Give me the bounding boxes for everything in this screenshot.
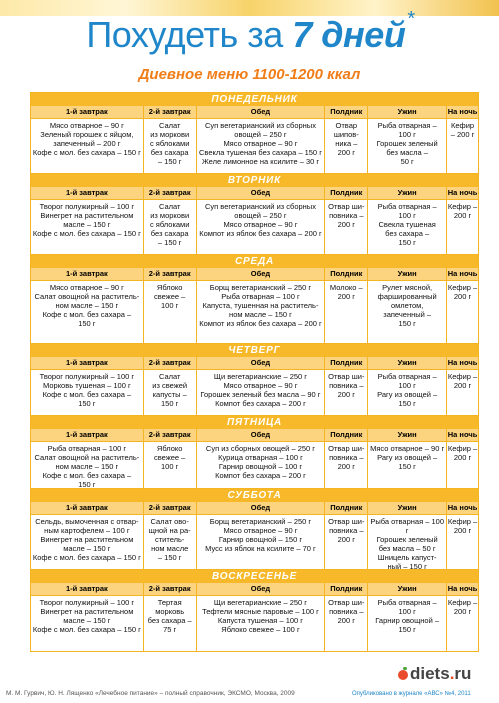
meal-line: 150 г xyxy=(398,399,416,408)
meal-line: без сахара – xyxy=(147,616,192,625)
meal-line: из моркови xyxy=(150,130,190,139)
header-cell-breakfast2: 2-й завтрак xyxy=(144,429,196,441)
meal-line: ном масле – 150 г xyxy=(229,310,292,319)
meal-line: Кефир – xyxy=(447,598,478,607)
meal-line: Горошек зеленый xyxy=(376,139,438,148)
day-name: ВТОРНИК xyxy=(31,174,478,187)
header-cell-breakfast2: 2-й завтрак xyxy=(144,268,196,280)
meal-line: 100 г xyxy=(398,211,416,220)
meal-line: повника – xyxy=(329,381,364,390)
header-row xyxy=(31,187,478,200)
header-cell-dinner: Ужин xyxy=(368,268,446,280)
day-section xyxy=(31,93,478,174)
meal-line: запеченный – xyxy=(383,310,432,319)
header-cell-lunch: Обед xyxy=(197,502,325,514)
meal-line: Винегрет на растительном xyxy=(40,607,134,616)
header-cell-dinner: Ужин xyxy=(368,429,446,441)
day-section xyxy=(31,255,478,344)
meal-line: с яблоками xyxy=(149,220,190,229)
meal-line: – 150 г xyxy=(157,157,182,166)
meal-line: повника – xyxy=(329,526,364,535)
header-cell-night: На ночь xyxy=(447,503,478,512)
meal-line: без сахара xyxy=(150,229,189,238)
meal-row xyxy=(31,281,478,344)
day-name: ВОСКРЕСЕНЬЕ xyxy=(31,570,478,583)
meal-line: Молоко – xyxy=(329,283,363,292)
meal-cell-breakfast2 xyxy=(144,200,196,254)
header-cell-snack: Полдник xyxy=(325,502,367,514)
meal-row xyxy=(31,442,478,489)
meal-line: Мясо отварное – 90 г xyxy=(49,283,124,292)
meal-line: без масла – xyxy=(386,148,428,157)
header-cell-breakfast1: 1-й завтрак xyxy=(31,268,143,280)
logo-text: diets xyxy=(410,664,450,683)
meal-cell-dinner xyxy=(368,515,446,569)
meal-line: без масла – 50 г xyxy=(378,544,436,553)
meal-line: Тефтели мясные паровые – 100 г xyxy=(202,607,319,616)
meal-line: 200 г xyxy=(337,535,355,544)
day-name: ЧЕТВЕРГ xyxy=(31,344,478,357)
meal-line: Мясо отварное – 90 г xyxy=(223,381,298,390)
header-cell-dinner: Ужин xyxy=(368,106,446,118)
header-cell-lunch: Обед xyxy=(197,357,325,369)
meal-line: Яблоко свежее – 100 г xyxy=(221,625,300,634)
meal-line: 200 г xyxy=(453,381,472,390)
meal-line: Рыба отварная – 100 г xyxy=(370,517,444,535)
meal-line: 150 г xyxy=(78,319,96,328)
meal-line: повника – xyxy=(329,607,364,616)
meal-line: Морковь тушеная – 100 г xyxy=(43,381,131,390)
page-subtitle: Диевное меню 1100-1200 ккал xyxy=(138,66,361,83)
meal-row xyxy=(31,596,478,652)
meal-line: 100 г xyxy=(161,301,179,310)
meal-row xyxy=(31,515,478,570)
header-cell-dinner: Ужин xyxy=(368,502,446,514)
meal-line: 200 г xyxy=(453,453,472,462)
header-cell-breakfast2: 2-й завтрак xyxy=(144,357,196,369)
meal-line: Компот без сахара – 200 г xyxy=(215,471,306,480)
meal-line: Кофе с мол. без сахара – 150 г xyxy=(32,229,141,238)
meal-line: 200 г xyxy=(453,526,472,535)
meal-line: 150 г xyxy=(398,625,416,634)
meal-line: 150 г xyxy=(78,399,96,408)
meal-line: Мясо отварное – 90 г xyxy=(223,220,298,229)
meal-line: Горошек зеленый xyxy=(376,535,438,544)
header-row xyxy=(31,357,478,370)
meal-line: 100 г xyxy=(398,381,416,390)
meal-line: Сельдь, вымоченная с отвар- xyxy=(35,517,139,526)
meal-cell-night xyxy=(447,200,478,254)
meal-cell-breakfast2 xyxy=(144,515,196,569)
header-cell-breakfast2: 2-й завтрак xyxy=(144,583,196,595)
meal-line: 200 г xyxy=(337,462,355,471)
meal-line: 200 г xyxy=(337,220,355,229)
meal-line: ном масле – 150 г xyxy=(55,462,119,471)
meal-line: Рыба отварная – xyxy=(377,202,437,211)
header-cell-lunch: Обед xyxy=(197,583,325,595)
meal-line: Винегрет на растительном xyxy=(40,211,134,220)
meal-cell-night xyxy=(447,370,478,415)
header-cell-lunch: Обед xyxy=(197,268,325,280)
meal-line: 150 г xyxy=(78,480,96,488)
header-cell-snack: Полдник xyxy=(325,429,367,441)
meal-line: фаршированный xyxy=(377,292,437,301)
meal-cell-snack xyxy=(325,596,367,651)
meal-line: Отвар ши- xyxy=(328,444,365,453)
header-cell-night: На ночь xyxy=(447,107,478,116)
meal-line: масле – 150 г xyxy=(63,616,111,625)
meal-line: омлетом, xyxy=(390,301,424,310)
meal-line: Кофе с мол. без сахара – 150 г xyxy=(32,625,141,634)
meal-line: без сахара xyxy=(150,148,189,157)
meal-cell-snack xyxy=(325,442,367,488)
meal-line: Рыба отварная – 100 г xyxy=(47,444,127,453)
meal-line: Кефир – xyxy=(447,202,478,211)
meal-line: Салат xyxy=(158,202,181,211)
meal-row xyxy=(31,119,478,174)
meal-line: ным картофелем – 100 г xyxy=(44,526,130,535)
header-cell-night: На ночь xyxy=(447,358,478,367)
meal-line: Компот из яблок без сахара – 200 г xyxy=(199,229,322,238)
meal-line: Кефир – xyxy=(447,444,478,453)
day-section xyxy=(31,570,478,652)
meal-line: Рыба отварная – xyxy=(377,121,437,130)
meal-line: Рыба отварная – 100 г xyxy=(221,292,300,301)
meal-line: Борщ вегетарианский – 250 г xyxy=(209,517,312,526)
meal-line: Суп вегетарианский из сборных xyxy=(205,121,316,130)
meal-line: Рыба отварная – xyxy=(377,598,437,607)
meal-cell-breakfast1 xyxy=(31,442,143,488)
meal-line: Рагу из овощей – xyxy=(377,453,438,462)
header-cell-breakfast1: 1-й завтрак xyxy=(31,357,143,369)
meal-cell-snack xyxy=(325,119,367,173)
meal-line: Зеленый горошек с яйцом, xyxy=(40,130,134,139)
meal-line: Щи вегетарианские – 250 г xyxy=(213,598,308,607)
meal-cell-night xyxy=(447,442,478,488)
header-cell-breakfast2: 2-й завтрак xyxy=(144,502,196,514)
meal-line: ника – xyxy=(335,139,358,148)
title-bold: 7 дней xyxy=(292,14,406,55)
header-row xyxy=(31,583,478,596)
meal-line: Отвар xyxy=(335,121,358,130)
meal-line: щной на ра- xyxy=(148,526,191,535)
header-cell-breakfast1: 1-й завтрак xyxy=(31,187,143,199)
meal-cell-dinner xyxy=(368,596,446,651)
header-cell-breakfast1: 1-й завтрак xyxy=(31,429,143,441)
meal-line: 200 г xyxy=(337,390,355,399)
header-row xyxy=(31,268,478,281)
meal-line: масле – 150 г xyxy=(63,220,111,229)
meal-line: овощей – 250 г xyxy=(234,211,287,220)
meal-line: Кефир – xyxy=(447,517,478,526)
meal-line: Суп вегетарианский из сборных xyxy=(205,202,316,211)
meal-line: Кофе с мол. без сахара – xyxy=(42,471,132,480)
meal-line: Желе лимонное на ксилите – 30 г xyxy=(201,157,320,166)
meal-line: Капуста тушеная – 100 г xyxy=(217,616,304,625)
header-cell-breakfast1: 1-й завтрак xyxy=(31,106,143,118)
meal-cell-lunch xyxy=(197,596,325,651)
meal-line: из свежей xyxy=(152,381,188,390)
header-cell-night: На ночь xyxy=(447,188,478,197)
meal-line: Гарнир овощной – 150 г xyxy=(218,535,303,544)
meal-line: Кофе с мол. без сахара – 150 г xyxy=(32,553,141,562)
meal-line: ный – 150 г xyxy=(387,562,427,569)
header-cell-breakfast2: 2-й завтрак xyxy=(144,106,196,118)
meal-cell-lunch xyxy=(197,515,325,569)
page-title xyxy=(0,8,499,56)
meal-cell-breakfast1 xyxy=(31,515,143,569)
meal-line: Яблоко xyxy=(156,444,183,453)
meal-line: Кефир xyxy=(451,121,475,130)
meal-cell-breakfast2 xyxy=(144,442,196,488)
meal-cell-dinner xyxy=(368,442,446,488)
meal-cell-lunch xyxy=(197,442,325,488)
meal-line: Салат xyxy=(158,372,181,381)
meal-line: повника – xyxy=(329,453,364,462)
meal-line: Шницель капуст- xyxy=(377,553,437,562)
day-name: ПОНЕДЕЛЬНИК xyxy=(31,93,478,106)
meal-line: Мусс из яблок на ксилите – 70 г xyxy=(205,544,316,553)
meal-line: 200 г xyxy=(453,607,472,616)
header-cell-dinner: Ужин xyxy=(368,187,446,199)
header-cell-lunch: Обед xyxy=(197,187,325,199)
meal-line: Отвар ши- xyxy=(328,202,365,211)
meal-line: 200 г xyxy=(337,616,355,625)
meal-line: Творог полужирный – 100 г xyxy=(39,372,135,381)
meal-line: Винегрет на растительном xyxy=(40,535,134,544)
meal-line: 100 г xyxy=(398,130,416,139)
meal-line: Суп из сборных овощей – 250 г xyxy=(205,444,316,453)
meal-cell-breakfast1 xyxy=(31,370,143,415)
meal-line: 150 г xyxy=(398,319,416,328)
day-section xyxy=(31,416,478,489)
header-cell-night: На ночь xyxy=(447,430,478,439)
header-cell-dinner: Ужин xyxy=(368,583,446,595)
header-cell-night: На ночь xyxy=(447,584,478,593)
meal-line: Гарнир овощной – xyxy=(375,616,440,625)
meal-line: 150 г xyxy=(161,399,179,408)
meal-line: ном масле – 150 г xyxy=(55,301,119,310)
meal-cell-night xyxy=(447,515,478,569)
meal-line: без сахара – xyxy=(385,229,430,238)
header-cell-snack: Полдник xyxy=(325,106,367,118)
meal-line: Отвар ши- xyxy=(328,598,365,607)
meal-line: шипов- xyxy=(333,130,359,139)
meal-cell-lunch xyxy=(197,119,325,173)
meal-row xyxy=(31,200,478,255)
header-cell-breakfast1: 1-й завтрак xyxy=(31,502,143,514)
meal-line: Компот без сахара – 200 г xyxy=(215,399,306,408)
meal-line: Мясо отварное – 90 г xyxy=(49,121,124,130)
meal-cell-snack xyxy=(325,200,367,254)
meal-cell-dinner xyxy=(368,370,446,415)
header-cell-snack: Полдник xyxy=(325,357,367,369)
meal-line: свежее – xyxy=(154,453,186,462)
meal-line: Борщ вегетарианский – 250 г xyxy=(209,283,312,292)
meal-cell-night xyxy=(447,119,478,173)
meal-line: Горошек зеленый без масла – 90 г xyxy=(200,390,321,399)
meal-line: 50 г xyxy=(400,157,414,166)
meal-line: масле – 150 г xyxy=(63,544,111,553)
meal-line: Кофе с мол. без сахара – xyxy=(42,310,132,319)
meal-line: Рулет мясной, xyxy=(382,283,433,292)
meal-line: 200 г xyxy=(453,211,472,220)
meal-cell-breakfast1 xyxy=(31,200,143,254)
day-section xyxy=(31,489,478,570)
day-section xyxy=(31,344,478,416)
title-asterisk: * xyxy=(407,8,415,30)
meal-line: Мясо отварное – 90 г xyxy=(370,444,445,453)
meal-cell-snack xyxy=(325,281,367,343)
meal-cell-lunch xyxy=(197,370,325,415)
meal-line: с яблоками xyxy=(149,139,190,148)
day-name: СУББОТА xyxy=(31,489,478,502)
meal-line: свежее – xyxy=(154,292,186,301)
meal-line: 200 г xyxy=(337,292,355,301)
meal-line: Свекла тушеная без сахара – 150 г xyxy=(199,148,322,157)
meal-line: 100 г xyxy=(161,462,179,471)
meal-line: Курица отварная – 100 г xyxy=(218,453,303,462)
header-cell-breakfast2: 2-й завтрак xyxy=(144,187,196,199)
meal-cell-lunch xyxy=(197,200,325,254)
meal-line: Яблоко xyxy=(156,283,183,292)
header-row xyxy=(31,502,478,515)
meal-line: Салат xyxy=(158,121,181,130)
meal-cell-breakfast2 xyxy=(144,119,196,173)
meal-line: овощей – 250 г xyxy=(234,130,287,139)
meal-line: Кофе с мол. без сахара – 150 г xyxy=(32,148,141,157)
meal-line: Мясо отварное – 90 г xyxy=(223,139,298,148)
meal-cell-dinner xyxy=(368,200,446,254)
day-name: СРЕДА xyxy=(31,255,478,268)
header-cell-snack: Полдник xyxy=(325,268,367,280)
day-name: ПЯТНИЦА xyxy=(31,416,478,429)
header-cell-breakfast1: 1-й завтрак xyxy=(31,583,143,595)
header-row xyxy=(31,106,478,119)
meal-line: 100 г xyxy=(398,607,416,616)
site-logo[interactable] xyxy=(398,664,471,684)
meal-cell-breakfast1 xyxy=(31,596,143,651)
published-note: Опубликовано в журнале «АВС» №4, 2011 xyxy=(352,691,471,697)
header-cell-snack: Полдник xyxy=(325,583,367,595)
meal-line: Капуста, тушенная на раститель- xyxy=(202,301,319,310)
meal-line: ститель- xyxy=(154,535,185,544)
meal-cell-night xyxy=(447,596,478,651)
title-main: Похудеть за xyxy=(86,14,293,55)
meal-line: Свекла тушеная xyxy=(378,220,436,229)
meal-line: – 150 г xyxy=(157,553,182,562)
meal-line: Компот из яблок без сахара – 200 г xyxy=(199,319,322,328)
meal-row xyxy=(31,370,478,416)
meal-cell-snack xyxy=(325,515,367,569)
meal-line: Творог полужирный – 100 г xyxy=(39,598,135,607)
meal-line: Гарнир овощной – 100 г xyxy=(218,462,303,471)
meal-cell-breakfast1 xyxy=(31,119,143,173)
meal-line: Рагу из овощей – xyxy=(377,390,438,399)
header-cell-night: На ночь xyxy=(447,269,478,278)
meal-line: Мясо отварное – 90 г xyxy=(223,526,298,535)
header-row xyxy=(31,429,478,442)
apple-icon xyxy=(398,670,408,680)
meal-cell-night xyxy=(447,281,478,343)
meal-line: повника – xyxy=(329,211,364,220)
meal-cell-breakfast2 xyxy=(144,596,196,651)
logo-tld: ru xyxy=(454,664,472,683)
source-note: М. М. Гурвич, Ю. Н. Лященко «Лечебное питание» – полный справочник, ЭКСМО, Москва, 2009 xyxy=(6,690,295,697)
meal-line: 200 г xyxy=(453,292,472,301)
header-cell-dinner: Ужин xyxy=(368,357,446,369)
meal-cell-dinner xyxy=(368,281,446,343)
meal-line: 150 г xyxy=(398,462,416,471)
meal-line: – 200 г xyxy=(450,130,475,139)
meal-line: – 150 г xyxy=(157,238,182,247)
meal-line: из моркови xyxy=(150,211,190,220)
meal-cell-breakfast2 xyxy=(144,370,196,415)
meal-line: 75 г xyxy=(163,625,177,634)
meal-line: запеченный – 200 г xyxy=(53,139,121,148)
meal-line: Творог полужирный – 100 г xyxy=(39,202,135,211)
meal-cell-snack xyxy=(325,370,367,415)
header-cell-lunch: Обед xyxy=(197,429,325,441)
menu-table xyxy=(30,92,479,652)
header-cell-lunch: Обед xyxy=(197,106,325,118)
meal-cell-dinner xyxy=(368,119,446,173)
logo-dot: . xyxy=(449,664,455,683)
meal-line: 150 г xyxy=(398,238,416,247)
meal-line: Отвар ши- xyxy=(328,517,365,526)
meal-line: ном масле xyxy=(151,544,189,553)
meal-line: Отвар ши- xyxy=(328,372,365,381)
meal-line: 200 г xyxy=(337,148,355,157)
meal-line: Салат овощной на раститель- xyxy=(34,292,140,301)
meal-line: Кофе с мол. без сахара – xyxy=(42,390,132,399)
day-section xyxy=(31,174,478,255)
meal-line: Кефир – xyxy=(447,283,478,292)
meal-line: Рыба отварная – xyxy=(377,372,437,381)
meal-cell-breakfast2 xyxy=(144,281,196,343)
meal-line: капусты – xyxy=(152,390,187,399)
meal-line: Салат ово- xyxy=(150,517,189,526)
header-cell-snack: Полдник xyxy=(325,187,367,199)
meal-cell-breakfast1 xyxy=(31,281,143,343)
meal-line: морковь xyxy=(155,607,185,616)
meal-line: Щи вегетарианские – 250 г xyxy=(213,372,308,381)
meal-cell-lunch xyxy=(197,281,325,343)
meal-line: Салат овощной на раститель- xyxy=(34,453,140,462)
meal-line: Кефир – xyxy=(447,372,478,381)
meal-line: Тертая xyxy=(157,598,182,607)
